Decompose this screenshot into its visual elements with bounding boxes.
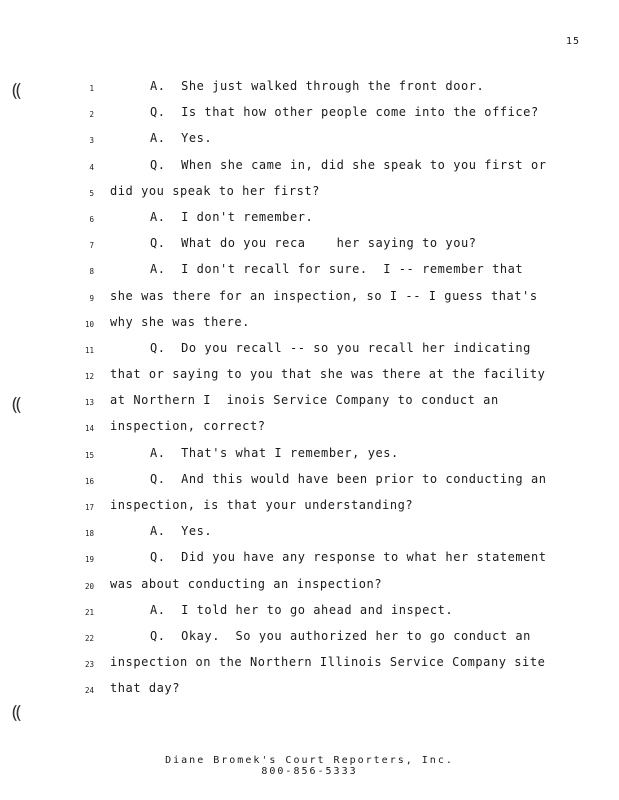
transcript-line: [0, 183, 619, 209]
transcript-line: [0, 78, 619, 104]
margin-mark-middle: ⸨: [12, 394, 22, 415]
transcript-lines: [0, 78, 619, 707]
line-text: inspection, correct?: [110, 419, 266, 434]
line-number: 20: [84, 581, 94, 591]
line-text: inspection on the Northern Illinois Service Company site: [110, 655, 546, 670]
line-text: A. Yes.: [150, 131, 213, 146]
line-number: 8: [89, 267, 94, 277]
transcript-line: [0, 418, 619, 444]
line-text: did you speak to her first?: [110, 183, 320, 198]
transcript-line: [0, 157, 619, 183]
line-number: 2: [89, 110, 94, 120]
transcript-line: [0, 366, 619, 392]
transcript-line: [0, 104, 619, 130]
line-number: 17: [84, 503, 94, 512]
line-number: 16: [84, 476, 94, 486]
line-text: at Northern I inois Service Company to conduct an: [110, 393, 499, 408]
transcript-line: [0, 497, 619, 523]
line-number: 11: [84, 345, 94, 355]
margin-mark-bottom: ⸨: [12, 702, 22, 723]
transcript-line: [0, 445, 619, 471]
line-number: 18: [84, 529, 94, 539]
line-text: A. I don't recall for sure. I -- remember that: [150, 262, 524, 277]
transcript-line: [0, 261, 619, 287]
line-number: 4: [89, 162, 94, 172]
line-text: she was there for an inspection, so I -- I guess that's: [110, 288, 538, 303]
line-number: 22: [84, 633, 94, 643]
line-number: 21: [84, 607, 94, 617]
transcript-line: [0, 340, 619, 366]
line-text: Q. Is that how other people come into the office?: [150, 105, 539, 120]
transcript-line: [0, 235, 619, 261]
line-text: A. That's what I remember, yes.: [150, 445, 399, 460]
line-number: 1: [89, 84, 94, 93]
line-text: A. I told her to go ahead and inspect.: [150, 602, 454, 617]
line-text: that day?: [110, 681, 180, 696]
line-number: 23: [84, 660, 94, 670]
line-number: 24: [84, 686, 94, 696]
transcript-line: [0, 471, 619, 497]
line-text: Q. Do you recall -- so you recall her indicating: [150, 340, 531, 355]
line-number: 15: [84, 450, 94, 460]
line-text: Q. Okay. So you authorized her to go conduct an: [150, 628, 531, 643]
line-text: A. She just walked through the front door.: [150, 79, 485, 93]
line-number: 12: [84, 372, 94, 382]
transcript-line: [0, 288, 619, 314]
line-number: 10: [84, 319, 94, 329]
line-text: why she was there.: [110, 314, 250, 329]
line-number: 14: [84, 424, 94, 434]
line-text: Q. What do you reca her saying to you?: [150, 236, 477, 251]
line-number: 7: [89, 241, 94, 251]
line-number: 5: [89, 188, 94, 198]
transcript-line: [0, 576, 619, 602]
line-text: inspection, is that your understanding?: [110, 498, 414, 512]
footer-reporter: Diane Bromek's Court Reporters, Inc.: [165, 755, 454, 766]
line-number: 13: [84, 398, 94, 408]
line-number: 19: [84, 555, 94, 565]
transcript-line: [0, 628, 619, 654]
transcript-line: [0, 680, 619, 706]
transcript-line: [0, 392, 619, 418]
page-number: 15: [565, 36, 580, 47]
line-text: Q. When she came in, did she speak to you first or: [150, 157, 547, 172]
line-number: 6: [89, 214, 94, 224]
line-text: Q. And this would have been prior to conducting an: [150, 471, 547, 486]
line-text: A. I don't remember.: [150, 209, 314, 224]
transcript-line: [0, 654, 619, 680]
line-text: A. Yes.: [150, 524, 213, 539]
transcript-line: [0, 130, 619, 156]
line-number: 9: [89, 293, 94, 303]
transcript-line: [0, 523, 619, 549]
margin-mark-top: ⸨: [12, 80, 22, 101]
transcript-line: [0, 314, 619, 340]
line-text: was about conducting an inspection?: [110, 576, 383, 591]
footer-phone: 800-856-5333: [261, 766, 358, 777]
line-text: that or saying to you that she was there at the facility: [110, 367, 546, 382]
line-number: 3: [89, 136, 94, 146]
transcript-line: [0, 549, 619, 575]
line-text: Q. Did you have any response to what her statement: [150, 550, 547, 565]
transcript-line: [0, 602, 619, 628]
transcript-line: [0, 209, 619, 235]
